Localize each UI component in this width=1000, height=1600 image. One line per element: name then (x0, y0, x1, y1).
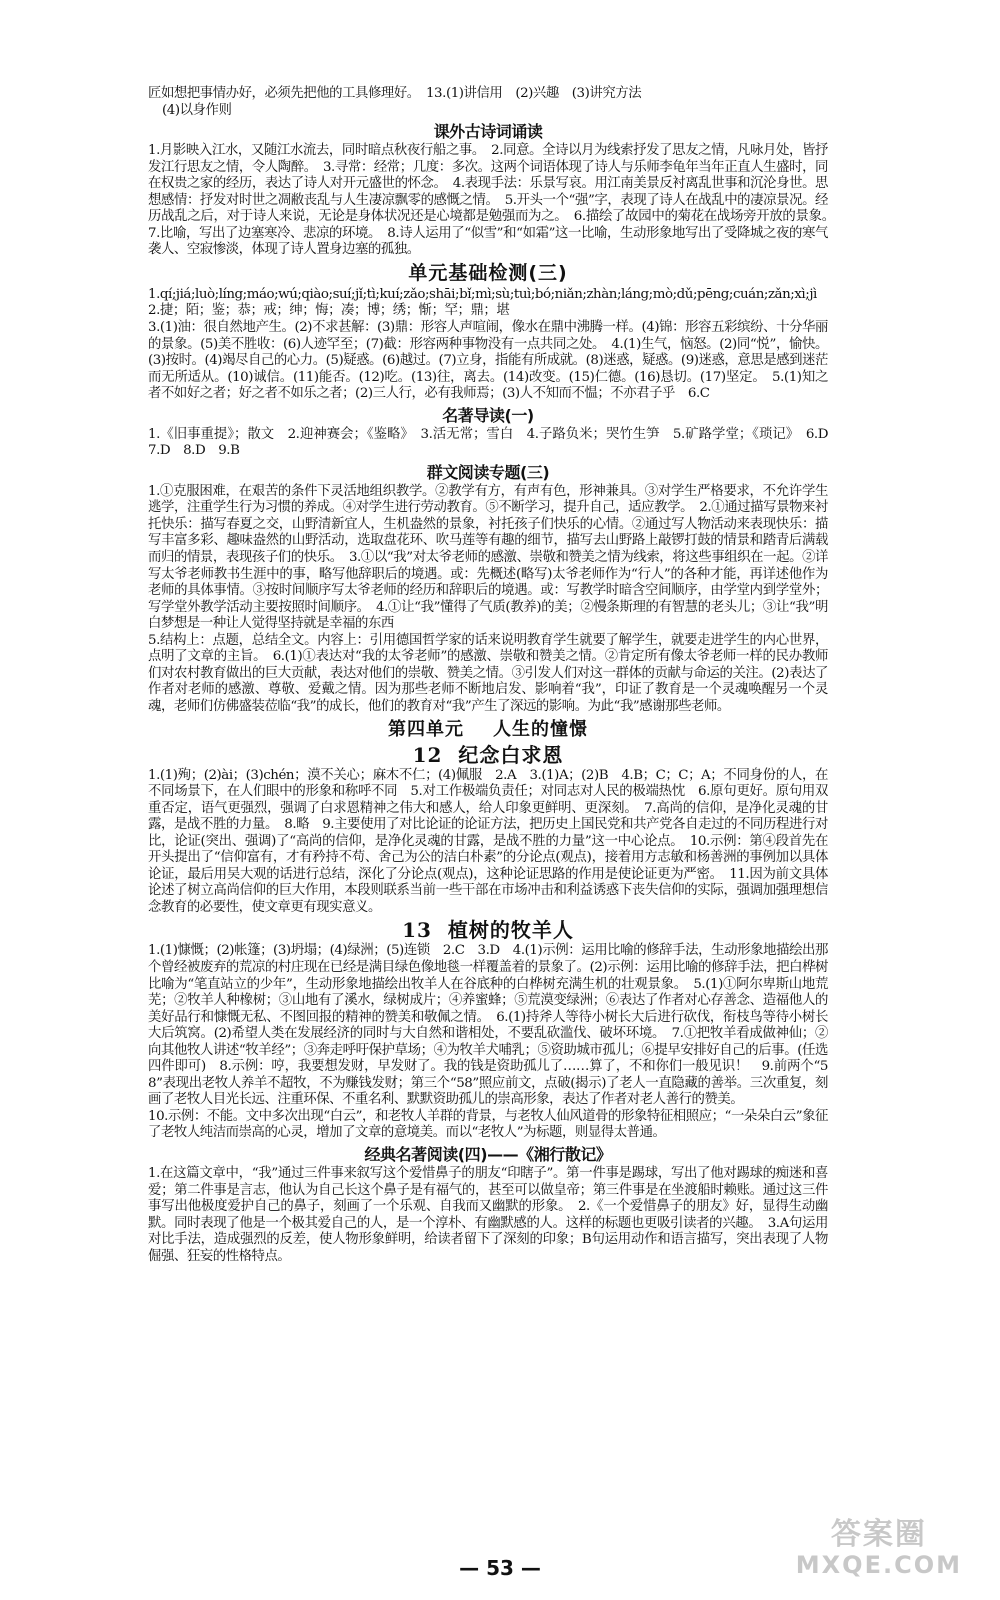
lesson-13-number: 13 (402, 918, 432, 943)
unit-four-title: 人生的憧憬 (493, 718, 589, 740)
watermark-url: MXQE.COM (795, 1551, 962, 1579)
intro-line-2: (4)以身作则 (162, 102, 232, 118)
section-heading-classic-reading: 经典名著阅读(四)——《湘行散记》 (364, 1144, 612, 1164)
classics-guide-answers: 1.《旧事重提》；散文 2.迎神赛会；《鉴略》 3.活无常；雪白 4.子路负米；哭竹生笋 5.矿路学堂；《琐记》 6.D 7.D 8.D 9.B (148, 426, 841, 459)
unit-test-answers-1: 1.qí;jiá;luò;líng;máo;wú;qiào;suí;jǐ;tì;kuí;zǎo;shāi;bǐ;mì;sù;tuì;bó;niǎn;zhàn;láng;mò;dǔ;pēng;cuán;zǎn;xì;jì 2.捷；陌；鉴；恭；戒；绅；悔；凑；博；绣；惭；罕；鼎；堪 (148, 286, 830, 319)
section-heading-ancient-poetry: 课外古诗词诵读 (433, 122, 543, 142)
watermark-logo (796, 1518, 962, 1578)
lesson-12-answers: 1.(1)殉；(2)ài；(3)chén；漠不关心；麻木不仁；(4)佩服 2.A 3.(1)A；(2)B 4.B；C；C；A；不同身份的人，在不同场景下，在人们眼中的形象和称呼不同 5.对工作极端负责任；对同志对人民的极端热忱 6.原句更好。原句用双重否定，语气更强烈，强调了白求恩精神之伟大和感人，给人印象更鲜明、更深刻。 7.高尚的信仰，是净化灵魂的甘露，是战不胜的力量。 8.略 9.主要使用了对比论证的论证方法，把历史上国民党和共产党各自走过的不同历程进行对比，论证(突出、强调)了“高尚的信仰，是净化灵魂的甘露，是战不胜的力量”这一中心论点。 10.示例：第④段首先在开头提出了“信仰富有，才有矜持不苟、舍己为公的洁白朴素”的分论点(观点)，接着用方志敏和杨善洲的事例加以具体论证，最后用吴大观的话进行总结，深化了分论点(观点)，这种论证思路的作用是使论证更为严密。 11.因为前文具体论述了树立高尚信仰的巨大作用，本段则联系当前一些干部在市场冲击和利益诱惑下丧失信仰的实际，强调加强理想信念教育的必要性，使文章更有现实意义。 (148, 767, 828, 915)
classic-reading-answers: 1.在这篇文章中，“我”通过三件事来叙写这个爱惜鼻子的朋友“印瞎子”。第一件事是踢球，写出了他对踢球的痴迷和喜爱；第二件事是言志，他认为自己长这个鼻子是有福气的，甚至可以做皇帝；第三件事是在坐渡船时赖账。通过这三件事写出他极度爱护自己的鼻子，刻画了一个乐观、自我而又幽默的形象。 2.《一个爱惜鼻子的朋友》好，显得生动幽默。同时表现了他是一个极其爱自己的人，是一个淳朴、有幽默感的人。这样的标题也更吸引读者的兴趣。 3.A句运用对比手法，造成强烈的反差，使人物形象鲜明，给读者留下了深刻的印象；B句运用动作和语言描写，突出表现了人物倔强、狂妄的性格特点。 (148, 1165, 828, 1264)
ancient-poetry-answers: 1.月影映入江水，又随江水流去，同时暗点秋夜行船之事。 2.同意。全诗以月为线索抒发了思友之情，凡咏月处，皆抒发江行思友之情，令人陶醉。 3.寻常：经常；几度：多次。这两个词语体现了诗人与乐师李龟年当年正直人生盛时，同在权贵之家的经历，表达了诗人对开元盛世的怀念。 4.表现手法：乐景写哀。用江南美景反衬离乱世事和沉沦身世。思想感情：抒发对时世之凋敝丧乱与人生凄凉飘零的感慨之情。 5.开头一个“强”字，表现了诗人在战乱中的凄凉景况。经历战乱之后，对于诗人来说，无论是身体状况还是心境都是勉强而为之。 6.描绘了故园中的菊花在战场旁开放的景象。 7.比喻，写出了边塞寒冷、悲凉的环境。 8.诗人运用了“似雪”和“如霜”这一比喻，生动形象地写出了受降城之夜的寒气袭人、空寂惨淡，体现了诗人置身边塞的孤独。 (148, 143, 841, 258)
unit-four-heading (148, 718, 828, 741)
intro-line-1: 匠如想把事情办好，必须先把他的工具修理好。 13.(1)讲信用 (2)兴趣 (3)讲究方法 (148, 86, 642, 101)
unit-test-answers-2: 3.(1)油：很自然地产生。(2)不求甚解：(3)鼎：形容人声喧闹，像水在鼎中沸腾一样。(4)锦：形容五彩缤纷、十分华丽的景象。(5)美不胜收：(6)人迹罕至；(7)截：形容两种事物没有一点共同之处。 4.(1)生气，恼怒。(2)同“悦”，愉快。(3)按时。(4)竭尽自己的心力。(5)疑惑。(6)越过。(7)立身，指能有所成就。(8)迷惑，疑惑。(9)迷惑，意思是感到迷茫而无所适从。(10)诚信。(11)能否。(12)吃。(13)往，离去。(14)改变。(15)仁德。(16)恳切。(17)坚定。 5.(1)知之者不如好之者；好之者不如乐之者；(2)三人行，必有我师焉；(3)人不知而不愠；不亦君子乎 6.C (148, 320, 828, 402)
lesson-12-heading (148, 743, 828, 767)
section-heading-unit-test: 单元基础检测(三) (408, 261, 568, 284)
lesson-13-answers-1: 1.(1)慷慨；(2)帐篷；(3)坍塌；(4)绿洲；(5)连锁 2.C 3.D 4.(1)示例：运用比喻的修辞手法，生动形象地描绘出那个曾经被废弃的荒凉的村庄现在已经是满目绿色像地毯一样覆盖着的景象了。(2)示例：运用比喻的修辞手法，把白桦树比喻为“笔直站立的少年”，生动形象地描绘出牧羊人在谷底种的白桦树充满生机的壮观景象。 5.(1)①阿尔卑斯山地荒芜；②牧羊人种橡树；③山地有了溪水，绿树成片；④养蜜蜂；⑤荒漠变绿洲；⑥表达了作者对心存善念、造福他人的美好品行和慷慨无私、不图回报的精神的赞美和敬佩之情。 6.(1)持斧人等待小树长大后进行砍伐，衔枝鸟等待小树长大后筑窝。(2)希望人类在发展经济的同时与大自然和谐相处，不要乱砍滥伐、破坏环境。 7.①把牧羊看成做神仙；②向其他牧人讲述“牧羊经”；③奔走呼吁保护草场；④为牧羊犬哺乳；⑤资助城市孤儿；⑥提早安排好自己的后事。(任选四件即可) 8.示例：哼，我要想发财，早发财了。我的钱是资助孤儿了……算了，不和你们一般见识！ 9.前两个“58”表现出老牧人养羊不超牧，不为赚钱发财；第三个“58”照应前文，点破(揭示)了老人一直隐藏的善举。三次重复，刻画了老牧人目光长远、注重环保、不重名利、默默资助孤儿的崇高形象，表达了作者对老人善行的赞美。 (148, 943, 828, 1108)
lesson-13-title: 植树的牧羊人 (447, 918, 574, 943)
group-reading-answers-1: 1.①克服困难，在艰苦的条件下灵活地组织教学。②教学有方，有声有色，形神兼具。③对学生严格要求，不允许学生逃学，注重学生行为习惯的养成。④对学生进行劳动教育。⑤不断学习，提升自己，适应教学。 2.①通过描写景物来衬托快乐：描写春夏之交，山野清新宜人，生机盎然的景象，衬托孩子们快乐的心情。②通过写人物活动来表现快乐：描写丰富多彩、趣味盎然的山野活动，选取盘花环、吹马莲等有趣的细节，描写去山野路上敲锣打鼓的情景和踏青后满载而归的情景，表现孩子们的快乐。 3.①以“我”对太爷老师的感激、崇敬和赞美之情为线索，将这些事组织在一起。②详写太爷老师教书生涯中的事，略写他辞职后的境遇。或：先概述(略写)太爷老师作为“行人”的各种才能，再详述他作为老师的具体事情。③按时间顺序写太爷老师的经历和辞职后的境遇。或：写教学时暗含空间顺序，由学堂内到学堂外；写学堂外教学活动主要按照时间顺序。 4.①让“我”懂得了气质(教养)的美；②慢条斯理的有智慧的老头儿；③让“我”明白梦想是一种让人觉得坚持就是幸福的东西 (148, 483, 828, 632)
lesson-13-heading (148, 918, 828, 942)
section-heading-classics-guide: 名著导读(一) (442, 405, 534, 425)
lesson-13-answers-2: 10.示例：不能。文中多次出现“白云”，和老牧人羊群的背景，与老牧人仙风道骨的形象特征相照应；“一朵朵白云”象征了老牧人纯洁而崇高的心灵，增加了文章的意境美。而以“老牧人”为标题，则显得太普通。 (148, 1108, 828, 1141)
answer-page (148, 86, 841, 1265)
group-reading-answers-2: 5.结构上：点题，总结全文。内容上：引用德国哲学家的话来说明教育学生就要了解学生，就要走进学生的内心世界，点明了文章的主旨。 6.(1)①表达对“我的太爷老师”的感激、崇敬和赞美之情。②肯定所有像太爷老师一样的民办教师们对农村教育做出的巨大贡献，表达对他们的崇敬、赞美之情。③引发人们对这一群体的贡献与命运的关注。(2)表达了作者对老师的感激、尊敬、爱戴之情。因为那些老师不断地启发、影响着“我”，印证了教育是一个灵魂唤醒另一个灵魂，老师们仿佛盛装莅临“我”的成长，他们的教育对“我”产生了深远的影响。为此“我”感谢那些老师。 (148, 632, 828, 714)
watermark-text: 答案圈 (830, 1517, 927, 1552)
unit-four-label: 第四单元 (387, 718, 464, 740)
section-heading-group-reading: 群文阅读专题(三) (426, 462, 550, 482)
lesson-12-title: 纪念白求恩 (458, 742, 564, 767)
lesson-12-number: 12 (412, 742, 443, 767)
page-number: — 53 — (459, 1556, 541, 1580)
